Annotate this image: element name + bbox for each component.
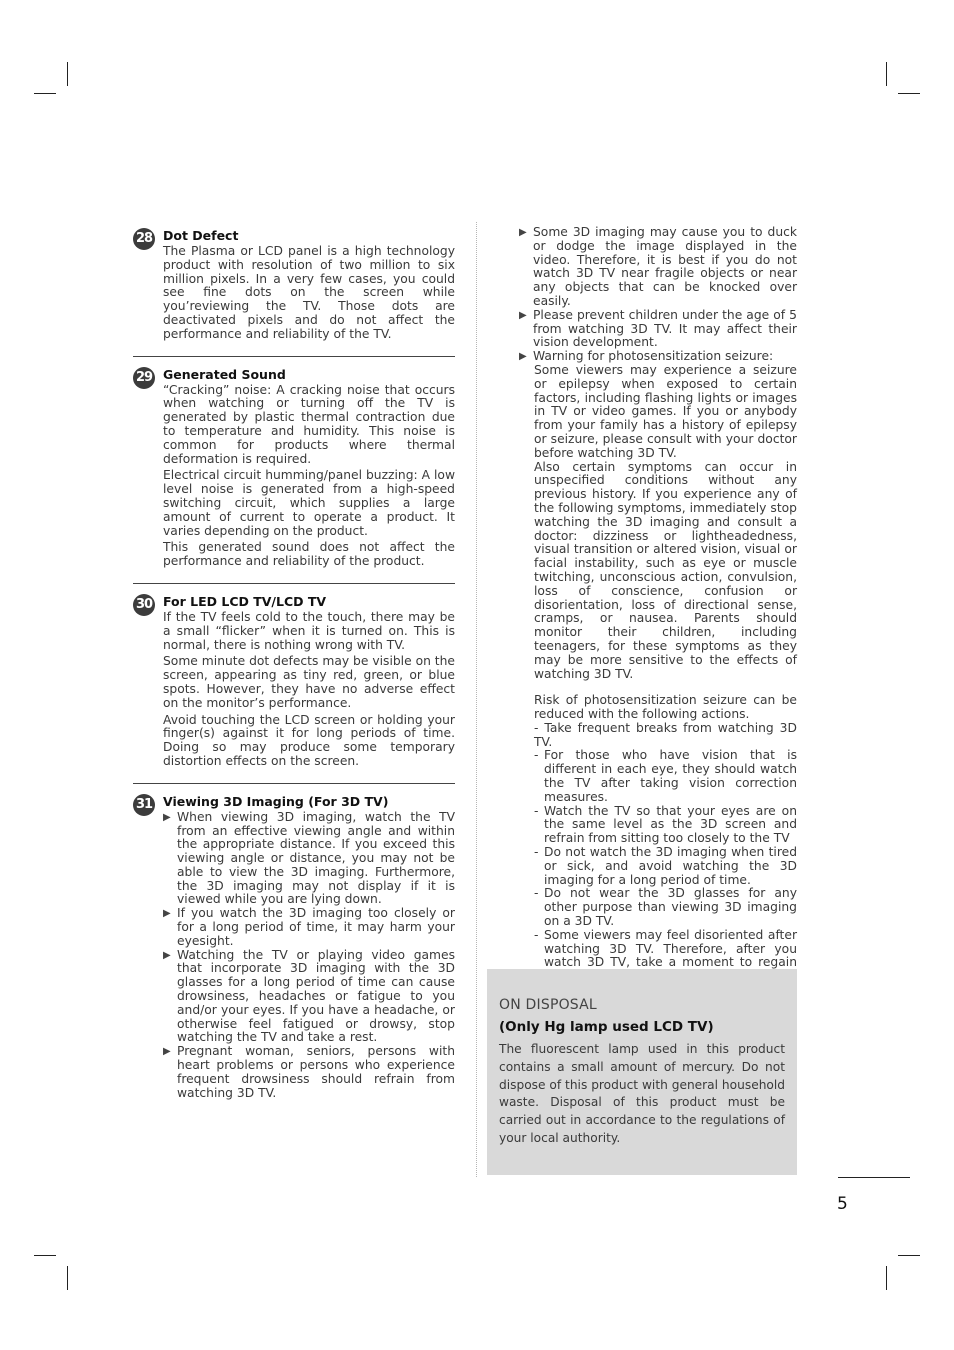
section-number-badge: 31 xyxy=(133,794,155,816)
triangle-bullet-icon: ▶ xyxy=(519,351,527,363)
triangle-bullet-icon: ▶ xyxy=(163,1046,171,1058)
list-item: - Watch the TV so that your eyes are on the same level as the 3D screen and refrain from sitting too closely to the TV xyxy=(534,803,797,846)
list-item: - Some viewers may feel disoriented after watching 3D TV. Therefore, after you watch 3D TV, take a moment to regain xyxy=(534,929,797,998)
crop-mark xyxy=(67,62,68,86)
list-item xyxy=(534,722,797,750)
page-number: 5 xyxy=(837,1194,848,1214)
crop-mark xyxy=(34,93,56,94)
paragraph: Also certain symptoms can occur in unspecified conditions without any previous history. If you experience any of the following symptoms, immediately stop watching the 3D imaging and consult a doctor: dizziness or lightheadedness, visual transition or altered vision, visual or facial instability, such as eye or muscle twitching, unconscious action, convulsion, loss of conscience, confusion or disorientation, loss of directional sense, cramps, or nausea. Parents should monitor their children, including teenagers, for these symptoms as they may be more sensitive to the effects of watching 3D TV. xyxy=(534,459,797,681)
section-divider xyxy=(133,356,455,357)
disposal-notice-box xyxy=(487,969,797,1175)
list-item xyxy=(163,907,455,948)
list-item xyxy=(163,811,455,908)
left-column xyxy=(133,227,455,1100)
triangle-bullet-icon: ▶ xyxy=(519,309,527,321)
bullet-text: Watching the TV or playing video games that incorporate 3D imaging with the 3D glasses for a long period of time can cause drowsiness, headaches or fatigue to you and/or your eyes. If you have a headache, or otherwise feel fatigued or drowsy, stop watching the TV and take a rest. xyxy=(177,947,455,1045)
bullet-text: Please prevent children under the age of 5 from watching 3D TV. It may affect their vision development. xyxy=(533,307,797,350)
disposal-subheading: (Only Hg lamp used LCD TV) xyxy=(499,1019,714,1035)
paragraph: “Cracking” noise: A cracking noise that occurs when watching or turning off the TV is generated by plastic thermal contraction due to temperature and humidity. This noise is common for products where thermal deformation is required. xyxy=(163,382,455,466)
bullet-text: Pregnant woman, seniors, persons with heart problems or persons who experience frequent drowsiness should refrain from watching 3D TV. xyxy=(177,1044,455,1100)
section-led-lcd-tv xyxy=(133,594,455,769)
paragraph: Some minute dot defects may be visible on the screen, appearing as tiny red, green, or blue spots. However, they have no adverse effect on the monitor’s performance. xyxy=(163,654,455,710)
section-title: Dot Defect xyxy=(163,228,239,243)
list-item: - For those who have vision that is different in each eye, they should watch the TV after taking vision correction measures. xyxy=(534,748,797,804)
dash-text: For those who have vision that is different in each eye, they should watch the TV after taking vision correction measures. xyxy=(544,748,797,804)
section-generated-sound xyxy=(133,367,455,569)
crop-mark xyxy=(886,62,887,86)
section-number-badge: 29 xyxy=(133,367,155,389)
paragraph: Avoid touching the LCD screen or holding your finger(s) against it for long periods of time. Doing so may produce some temporary distortion effects on the screen. xyxy=(163,712,455,768)
disposal-body: The fluorescent lamp used in this product contains a small amount of mercury. Do not dispose of this product with general household waste. Disposal of this product must be carried out in accordance to the regulations of your local authority. xyxy=(499,1042,785,1145)
page-number-rule xyxy=(838,1177,910,1178)
paragraph: If the TV feels cold to the touch, there may be a small “flicker” when it is turned on. This is normal, there is nothing wrong with TV. xyxy=(163,609,455,652)
list-item xyxy=(519,309,797,350)
paragraph: This generated sound does not affect the performance and reliability of the product. xyxy=(163,540,455,569)
crop-mark xyxy=(67,1266,68,1290)
section-divider xyxy=(133,583,455,584)
column-divider xyxy=(476,222,477,1177)
bullet-text: Some 3D imaging may cause you to duck or dodge the image displayed in the video. Therefore, it is best if you do not watch 3D TV near fragile objects or near any objects that can be knocked over easily. xyxy=(533,225,797,308)
dash-text: Do not wear the 3D glasses for any other purpose than viewing 3D imaging on a 3D TV. xyxy=(544,886,797,929)
triangle-bullet-icon: ▶ xyxy=(163,949,171,961)
paragraph: Risk of photosensitization seizure can be reduced with the following actions. xyxy=(534,693,797,722)
section-viewing-3d xyxy=(133,794,455,1101)
triangle-bullet-icon: ▶ xyxy=(519,227,527,238)
section-title: Viewing 3D Imaging (For 3D TV) xyxy=(163,793,389,809)
list-item xyxy=(519,350,797,364)
section-dot-defect xyxy=(133,228,455,342)
paragraph: Some viewers may experience a seizure or epilepsy when exposed to certain factors, including flashing lights or images in TV or video games. If you or anybody from your family has a history of epilepsy or seizure, please consult with your doctor before watching 3D TV. xyxy=(534,362,797,460)
disposal-heading: ON DISPOSAL xyxy=(499,997,597,1013)
crop-mark xyxy=(886,1266,887,1290)
right-column xyxy=(519,226,797,998)
bullet-text: If you watch the 3D imaging too closely or for a long period of time, it may harm your eyesight. xyxy=(177,906,455,948)
triangle-bullet-icon: ▶ xyxy=(163,811,171,823)
list-item: - Do not wear the 3D glasses for any other purpose than viewing 3D imaging on a 3D TV. xyxy=(534,886,797,929)
section-divider xyxy=(133,783,455,784)
warning-title: Warning for photosensitization seizure: xyxy=(533,349,774,364)
list-item xyxy=(519,226,797,309)
triangle-bullet-icon: ▶ xyxy=(163,908,171,920)
dash-text: Some viewers may feel disoriented after watching 3D TV. Therefore, after you watch 3D TV, take a moment to regain xyxy=(544,927,797,970)
paragraph: Electrical circuit humming/panel buzzing: A low level noise is generated from a high-speed switching circuit, which supplies a large amount of current to operate a product. It varies depending on the product. xyxy=(163,468,455,538)
dash-text: - Take frequent breaks from watching 3D TV. xyxy=(534,720,797,749)
list-item xyxy=(163,949,455,1046)
section-title: Generated Sound xyxy=(163,366,286,382)
list-item: - Do not watch the 3D imaging when tired or sick, and avoid watching the 3D imaging for a long period of time. xyxy=(534,845,797,887)
bullet-text: When viewing 3D imaging, watch the TV from an effective viewing angle and within the appropriate distance. If you exceed this viewing angle or distance, you may not be able to view the 3D imaging. Furthermore, the 3D imaging may not display if it is viewed while you are lying down. xyxy=(177,809,455,907)
warning-body xyxy=(519,364,797,998)
dash-text: Watch the TV so that your eyes are on the same level as the 3D screen and refrain from sitting too closely to the TV xyxy=(544,803,797,846)
paragraph: The Plasma or LCD panel is a high technology product with resolution of two million to six million pixels. In a very few cases, you could see fine dots on the screen while you’reviewing the TV. Those dots are deactivated pixels and do not affect the performance and reliability of the TV. xyxy=(163,244,455,341)
crop-mark xyxy=(898,1255,920,1256)
section-number-badge: 30 xyxy=(133,594,155,616)
dash-text: Do not watch the 3D imaging when tired or sick, and avoid watching the 3D imaging for a long period of time. xyxy=(544,845,797,887)
crop-mark xyxy=(898,93,920,94)
list-item xyxy=(163,1045,455,1100)
crop-mark xyxy=(34,1255,56,1256)
section-number-badge: 28 xyxy=(133,228,155,250)
section-title: For LED LCD TV/LCD TV xyxy=(163,593,327,609)
